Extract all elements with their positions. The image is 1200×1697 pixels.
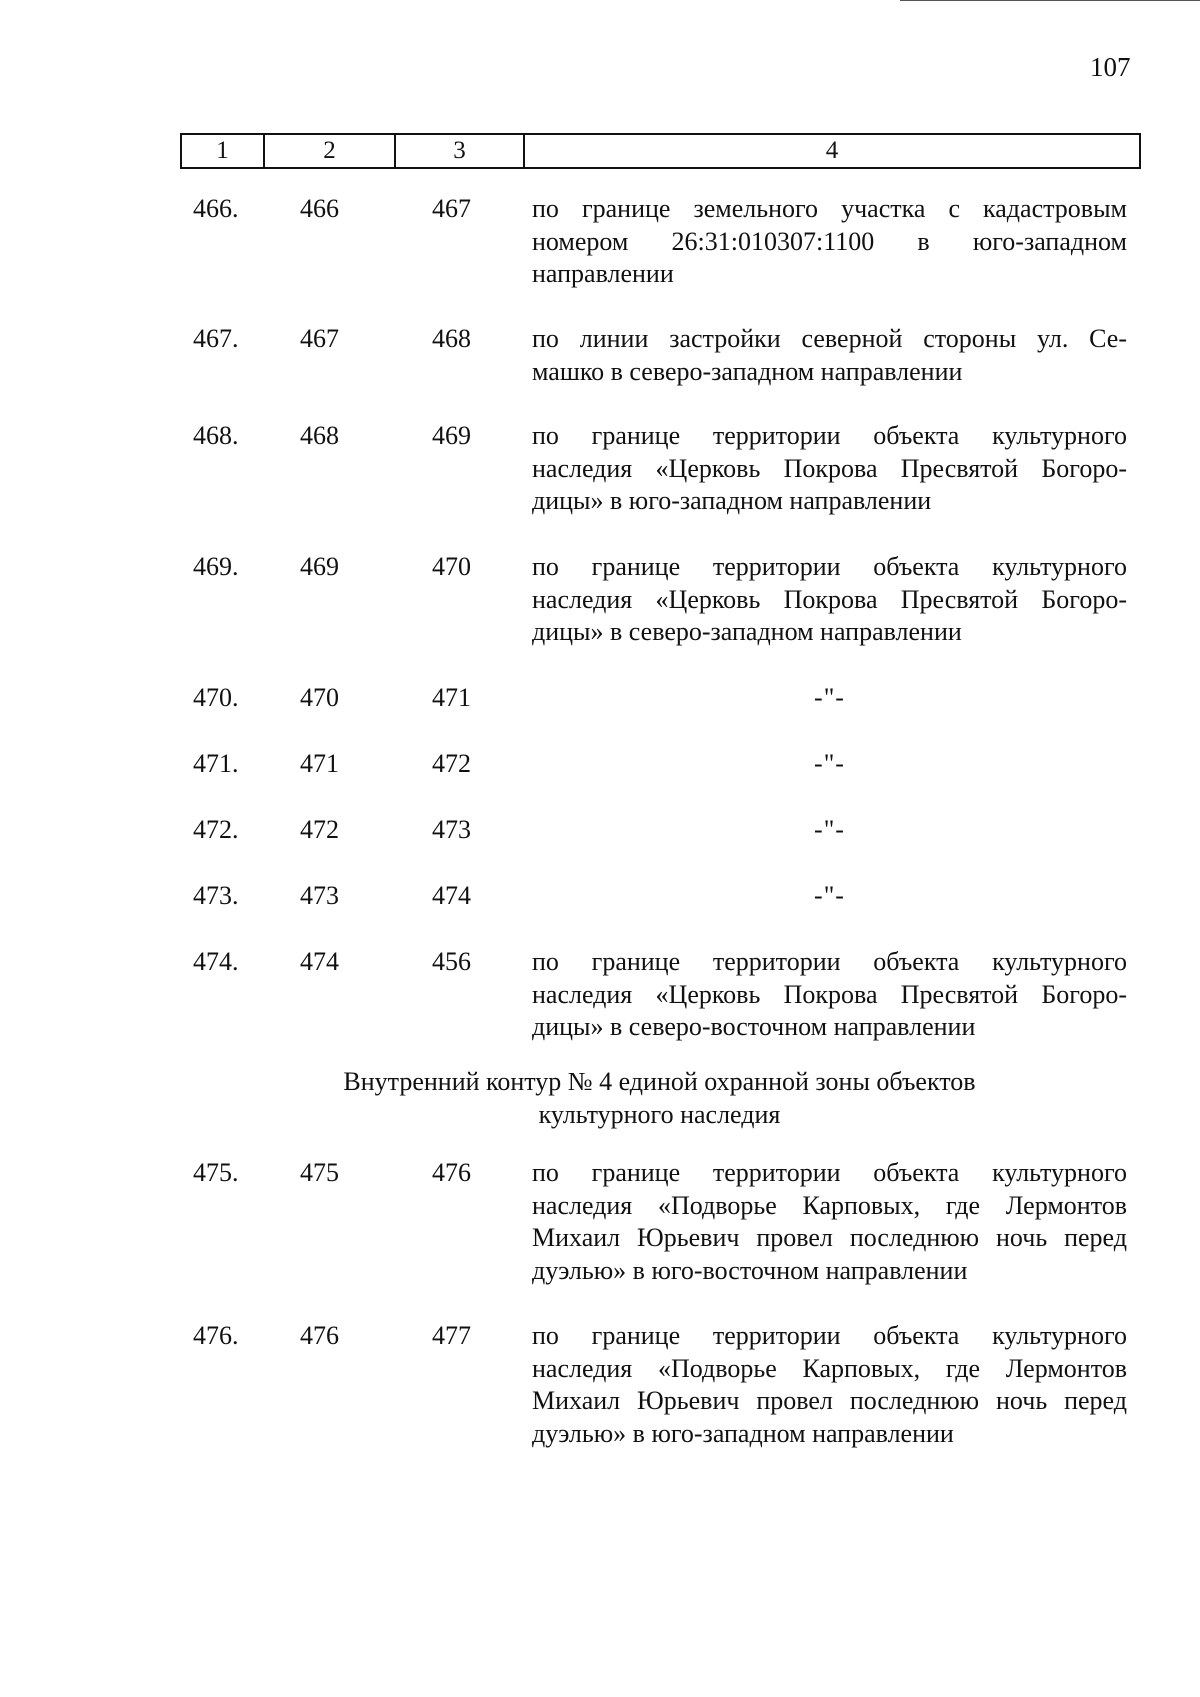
description-line: наследия «Церковь Покрова Пресвятой Богоро- — [532, 979, 1127, 1009]
point-to: 477 — [432, 1321, 471, 1350]
description-line: наследия «Подворье Карповых, где Лермонтов — [532, 1353, 1127, 1383]
row-number: 472. — [193, 815, 239, 844]
column-header-table — [180, 133, 1141, 169]
row-number: 466. — [193, 194, 239, 223]
page-number: 107 — [1090, 52, 1131, 82]
column-header-1: 1 — [181, 134, 264, 168]
point-from: 467 — [300, 324, 339, 353]
description-line: направлении — [532, 259, 674, 288]
row-number: 469. — [193, 552, 239, 581]
description-line: машко в северо-западном направлении — [532, 356, 963, 386]
point-to: 471 — [432, 683, 471, 712]
ditto-mark: -"- — [814, 749, 845, 778]
description-line: по границе территории объекта культурного — [532, 421, 1127, 450]
description-line: наследия «Подворье Карповых, где Лермонтов — [532, 1190, 1127, 1220]
description-line: дицы» в северо-западном направлении — [532, 617, 962, 646]
description-line: по границе территории объекта культурного — [532, 947, 1127, 976]
description-line: Михаил Юрьевич провел последнюю ночь перед — [532, 1223, 1127, 1252]
boundary-description — [532, 420, 1127, 518]
description-line: по границе территории объекта культурного — [532, 552, 1127, 581]
point-to: 467 — [432, 194, 471, 223]
point-from: 466 — [300, 194, 339, 223]
column-header-4: 4 — [524, 134, 1140, 168]
point-from: 476 — [300, 1321, 339, 1350]
point-to: 473 — [432, 815, 471, 844]
point-to: 468 — [432, 324, 471, 353]
description-line: наследия «Церковь Покрова Пресвятой Богоро- — [532, 584, 1127, 614]
section-title-line: культурного наследия — [538, 1099, 781, 1129]
boundary-description — [532, 1157, 1127, 1287]
point-from: 472 — [300, 815, 339, 844]
boundary-description — [532, 1320, 1127, 1450]
description-line: по границе территории объекта культурного — [532, 1321, 1127, 1350]
description-line: по границе земельного участка с кадастровым — [532, 194, 1127, 223]
description-line: по границе территории объекта культурного — [532, 1158, 1127, 1187]
description-line: Михаил Юрьевич провел последнюю ночь перед — [532, 1386, 1127, 1415]
point-to: 469 — [432, 421, 471, 450]
point-to: 456 — [432, 947, 471, 976]
column-header-row — [181, 134, 1140, 168]
point-from: 469 — [300, 552, 339, 581]
row-number: 470. — [193, 683, 239, 712]
description-line: по линии застройки северной стороны ул. Се- — [532, 324, 1127, 353]
boundary-description — [532, 551, 1127, 649]
row-number: 473. — [193, 881, 239, 910]
point-to: 470 — [432, 552, 471, 581]
description-line: наследия «Церковь Покрова Пресвятой Богоро- — [532, 453, 1127, 483]
row-number: 474. — [193, 947, 239, 976]
point-to: 476 — [432, 1158, 471, 1187]
description-line: дицы» в северо-восточном направлении — [532, 1012, 976, 1041]
point-to: 474 — [432, 881, 471, 910]
point-from: 475 — [300, 1158, 339, 1187]
row-number: 467. — [193, 324, 239, 353]
column-header-3: 3 — [395, 134, 524, 168]
point-from: 468 — [300, 421, 339, 450]
point-from: 470 — [300, 683, 339, 712]
point-from: 474 — [300, 947, 339, 976]
scan-edge-line — [900, 0, 1200, 1]
boundary-description — [532, 946, 1127, 1044]
section-title-line: Внутренний контур № 4 единой охранной зоны объектов — [343, 1067, 976, 1096]
column-header-2: 2 — [264, 134, 395, 168]
section-title — [180, 1066, 1139, 1131]
point-from: 473 — [300, 881, 339, 910]
description-line: дуэлью» в юго-западном направлении — [532, 1418, 954, 1448]
description-line: дицы» в юго-западном направлении — [532, 486, 932, 515]
point-to: 472 — [432, 749, 471, 778]
ditto-mark: -"- — [814, 815, 845, 844]
row-number: 471. — [193, 749, 239, 778]
description-line: дуэлью» в юго-восточном направлении — [532, 1255, 968, 1285]
ditto-mark: -"- — [814, 683, 845, 712]
row-number: 468. — [193, 421, 239, 450]
row-number: 476. — [193, 1321, 239, 1350]
description-line: номером 26:31:010307:1100 в юго-западном — [532, 226, 1127, 256]
row-number: 475. — [193, 1158, 239, 1187]
boundary-description — [532, 323, 1127, 388]
point-from: 471 — [300, 749, 339, 778]
boundary-description — [532, 193, 1127, 291]
ditto-mark: -"- — [814, 881, 845, 910]
